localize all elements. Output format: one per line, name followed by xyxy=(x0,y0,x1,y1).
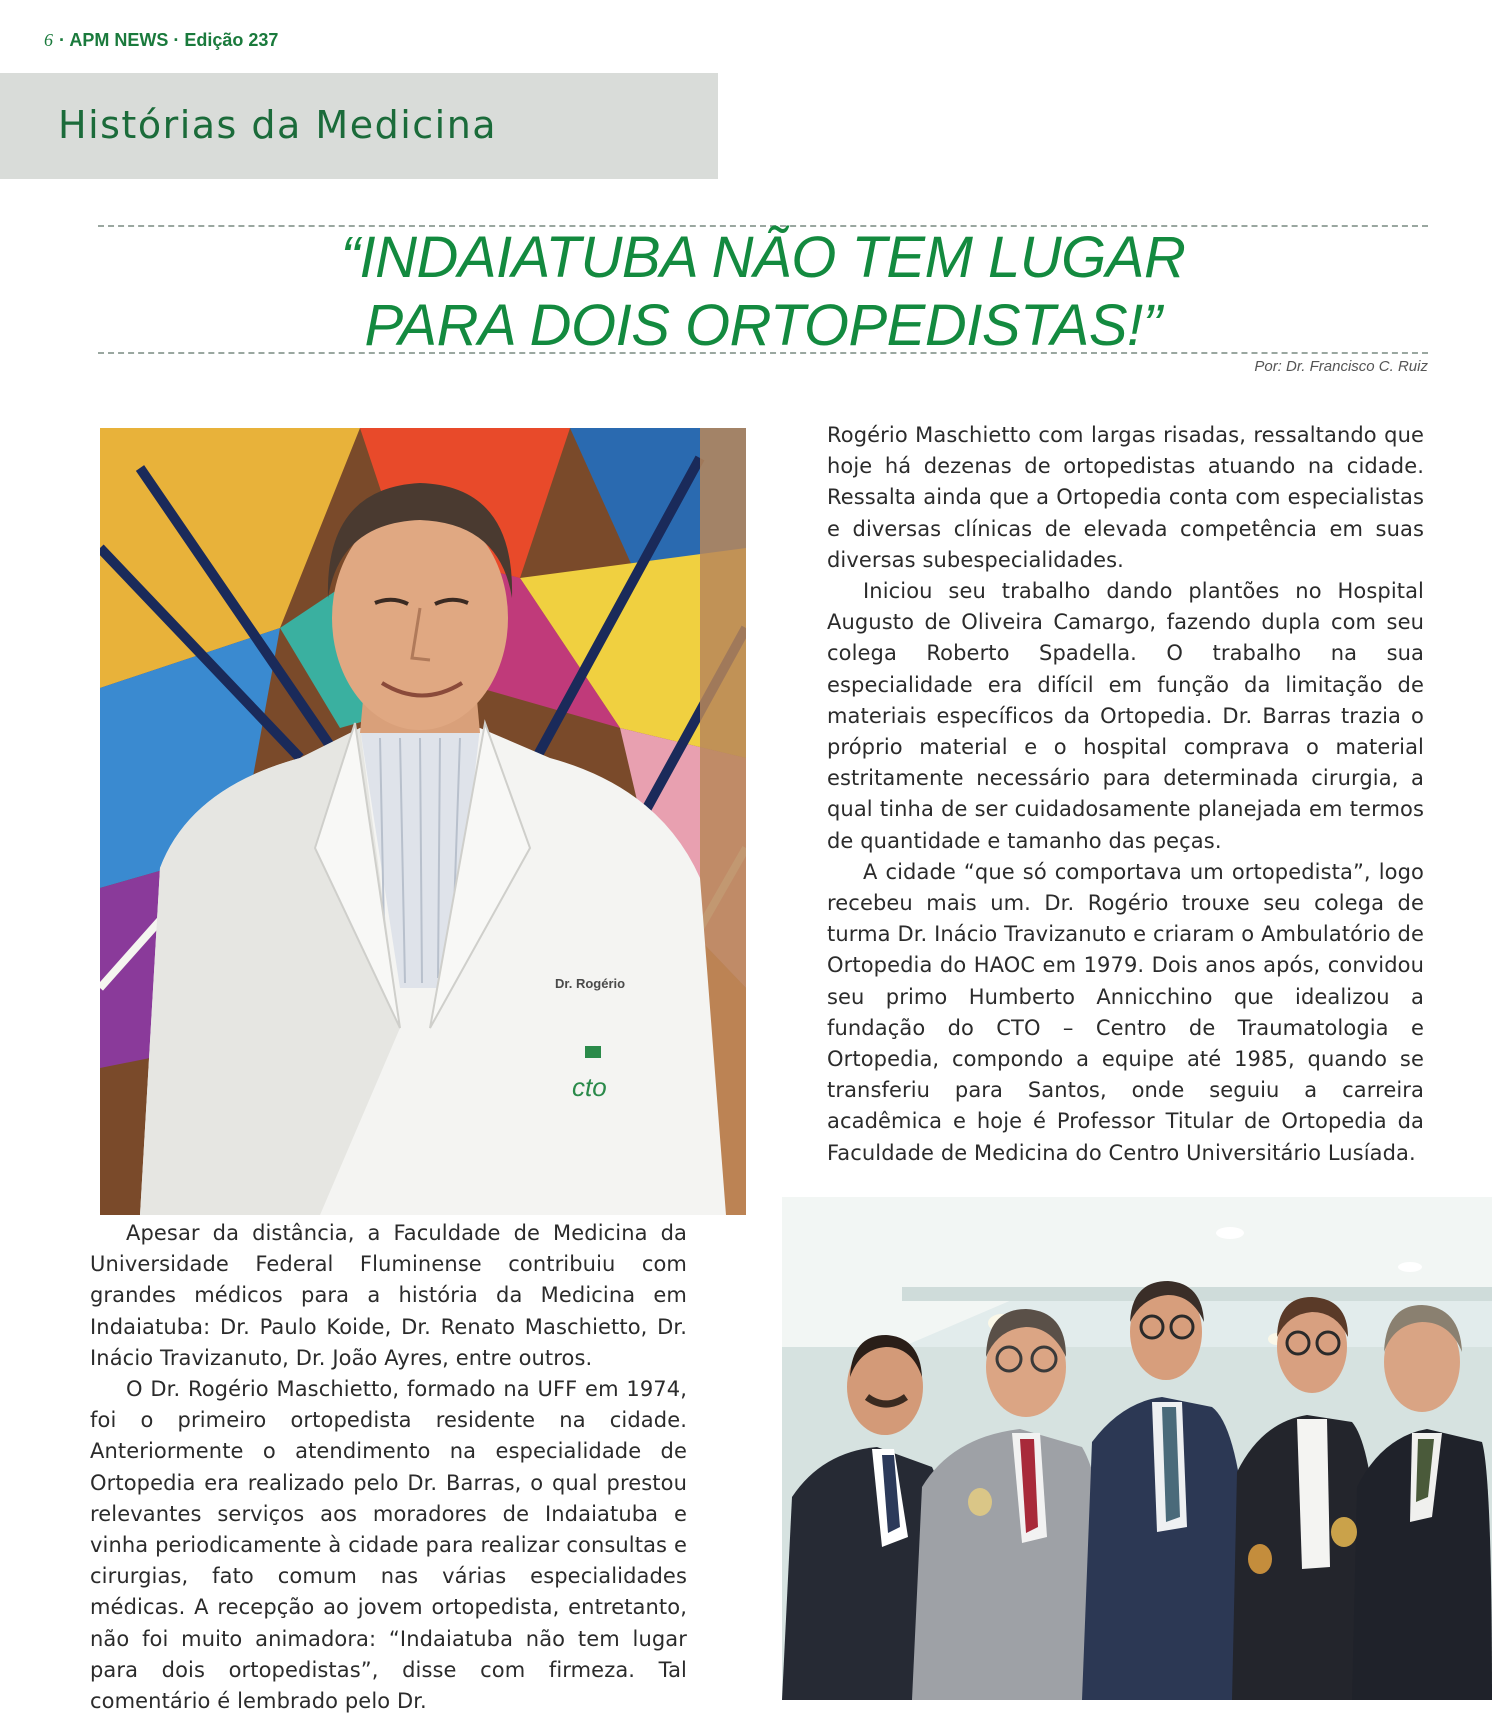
page-header xyxy=(44,30,278,51)
coat-name-label: Dr. Rogério xyxy=(555,976,626,991)
headline-line-2: PARA DOIS ORTOPEDISTAS!” xyxy=(364,293,1162,358)
article-right-column xyxy=(827,420,1424,1169)
section-title: Histórias da Medicina xyxy=(58,103,498,147)
paragraph: Iniciou seu trabalho dando plantões no Hospital Augusto de Oliveira Camargo, fazendo dupla com seu colega Roberto Spadella. O trabalho na sua especialidade era difícil em função da limitação de materiais específicos da Ortopedia. Dr. Barras trazia o próprio material e o hospital comprava o material estritamente necessário para determinada cirurgia, a qual tinha de ser cuidadosamente planejada em termos de quantidade e tamanho das peças. xyxy=(827,579,1424,853)
coat-logo-text: cto xyxy=(572,1072,607,1102)
headline-line-1: “INDAIATUBA NÃO TEM LUGAR xyxy=(340,225,1186,290)
article-left-column xyxy=(90,1218,687,1717)
paragraph: Rogério Maschietto com largas risadas, ressaltando que hoje há dezenas de ortopedistas atuando na cidade. Ressalta ainda que a Ortopedia conta com especialistas e diversas clínicas de elevada competência em suas diversas subespecialidades. xyxy=(827,423,1424,572)
page-number: 6 xyxy=(44,30,53,50)
portrait-photo xyxy=(100,428,746,1215)
article-headline xyxy=(98,224,1428,360)
divider-bottom xyxy=(98,352,1428,354)
paragraph: Apesar da distância, a Faculdade de Medicina da Universidade Federal Fluminense contribuiu com grandes médicos para a história da Medicina em Indaiatuba: Dr. Paulo Koide, Dr. Renato Maschietto, Dr. Inácio Travizanuto, Dr. João Ayres, entre outros. xyxy=(90,1221,687,1370)
byline: Por: Dr. Francisco C. Ruiz xyxy=(1254,358,1428,375)
group-photo xyxy=(782,1197,1492,1700)
paragraph: O Dr. Rogério Maschietto, formado na UFF em 1974, foi o primeiro ortopedista residente na cidade. Anteriormente o atendimento na especialidade de Ortopedia era realizado pelo Dr. Barras, o qual prestou relevantes serviços aos moradores de Indaiatuba e vinha periodicamente à cidade para realizar consultas e cirurgias, fato comum nas várias especialidades médicas. A recepção ao jovem ortopedista, entretanto, não foi muito animadora: “Indaiatuba não tem lugar para dois ortopedistas”, disse com firmeza. Tal comentário é lembrado pelo Dr. xyxy=(90,1377,687,1714)
publication-label: · APM NEWS · Edição 237 xyxy=(59,30,279,50)
paragraph: A cidade “que só comportava um ortopedista”, logo recebeu mais um. Dr. Rogério trouxe seu colega de turma Dr. Inácio Travizanuto e criaram o Ambulatório de Ortopedia do HAOC em 1979. Dois anos após, convidou seu primo Humberto Annicchino que idealizou a fundação do CTO – Centro de Traumatologia e Ortopedia, compondo a equipe até 1985, quando se transferiu para Santos, onde seguiu a carreira acadêmica e hoje é Professor Titular de Ortopedia da Faculdade de Medicina do Centro Universitário Lusíada. xyxy=(827,859,1424,1165)
